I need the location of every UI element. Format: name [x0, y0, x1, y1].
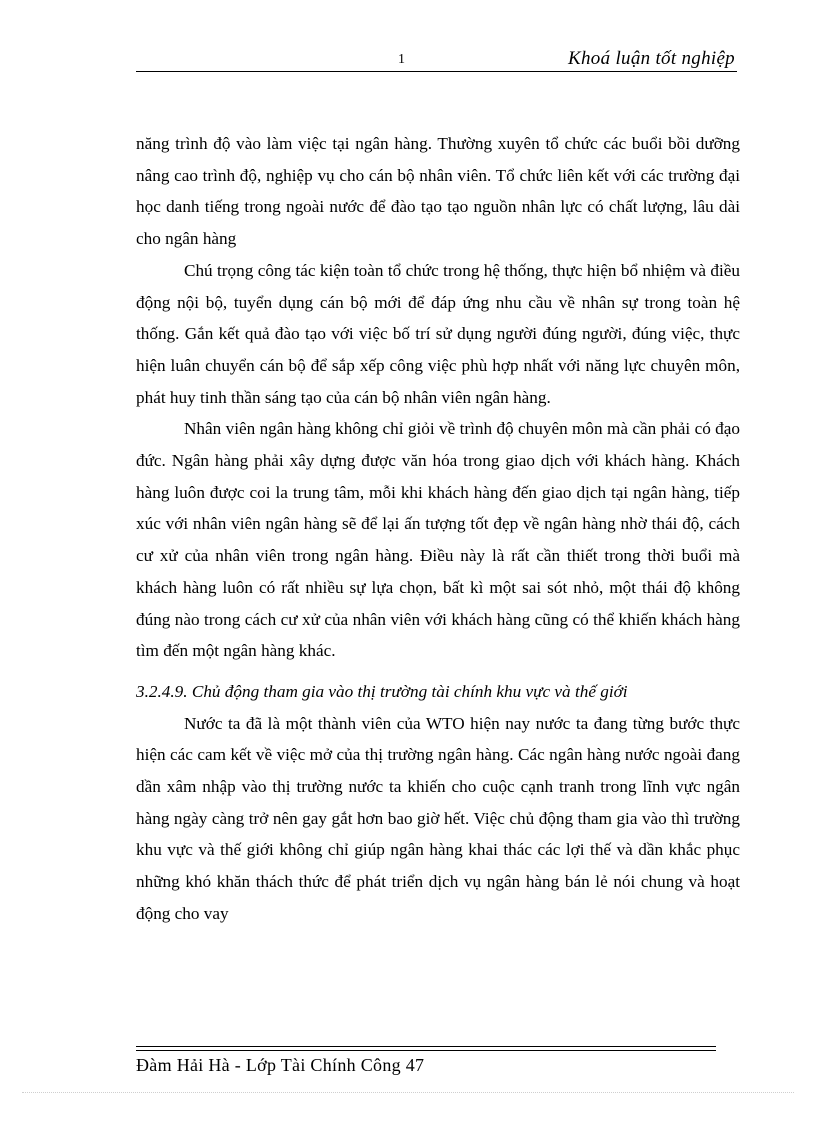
page-edge-divider	[22, 1092, 794, 1093]
paragraph-continuation: năng trình độ vào làm việc tại ngân hàng. Thường xuyên tổ chức các buổi bồi dưỡng nâng cao trình độ, nghiệp vụ cho cán bộ nhân viên. Tổ chức liên kết với các trường đại học danh tiếng trong ngoài nước để đào tạo tạo nguồn nhân lực có chất lượng, lâu dài cho ngân hàng	[136, 134, 740, 249]
paragraph: Chú trọng công tác kiện toàn tổ chức trong hệ thống, thực hiện bổ nhiệm và điều động nội bộ, tuyển dụng cán bộ mới để đáp ứng nhu cầu về nhân sự trong toàn hệ thống. Gắn kết quả đào tạo với việc bố trí sử dụng người đúng người, đúng việc, thực hiện luân chuyển cán bộ để sắp xếp công việc phù hợp nhất với năng lực chuyên môn, phát huy tinh thần sáng tạo của cán bộ nhân viên ngân hàng.	[136, 260, 740, 407]
page-footer: Đàm Hải Hà - Lớp Tài Chính Công 47	[136, 1055, 425, 1075]
section-paragraph: Nước ta đã là một thành viên của WTO hiện nay nước ta đang từng bước thực hiện các cam kết về việc mở của thị trường ngân hàng. Các ngân hàng nước ngoài đang dần xâm nhập vào thị trường nước ta khiến cho cuộc cạnh tranh trong lĩnh vực ngân hàng ngày càng trở nên gay gắt hơn bao giờ hết. Việc chủ động tham gia vào thì trường khu vực và thế giới không chỉ giúp ngân hàng khai thác các lợi thế và dần khắc phục những khó khăn thách thức để phát triển dịch vụ ngân hàng bán lẻ nói chung và hoạt động cho vay	[136, 713, 740, 923]
running-title: Khoá luận tốt nghiệp	[568, 48, 735, 69]
header-rule	[136, 71, 737, 72]
page-header	[136, 48, 737, 72]
footer-rule	[136, 1046, 716, 1051]
paragraph: Nhân viên ngân hàng không chỉ giỏi về trình độ chuyên môn mà cần phải có đạo đức. Ngân hàng phải xây dựng được văn hóa trong giao dịch với khách hàng. Khách hàng luôn được coi la trung tâm, mỗi khi khách hàng đến giao dịch tại ngân hàng, tiếp xúc với nhân viên ngân hàng sẽ để lại ấn tượng tốt đẹp về ngân hàng nhờ thái độ, cách cư xử của nhân viên trong ngân hàng. Điều này là rất cần thiết trong thời buổi mà khách hàng luôn có rất nhiều sự lựa chọn, bất kì một sai sót nhỏ, một thái độ không đúng nào trong cách cư xử của nhân viên với khách hàng cũng có thể khiến khách hàng tìm đến một ngân hàng khác.	[136, 419, 740, 661]
section-heading: 3.2.4.9. Chủ động tham gia vào thị trường tài chính khu vực và thế giới	[136, 681, 628, 701]
page-number: 1	[398, 52, 405, 67]
document-body	[136, 128, 740, 930]
